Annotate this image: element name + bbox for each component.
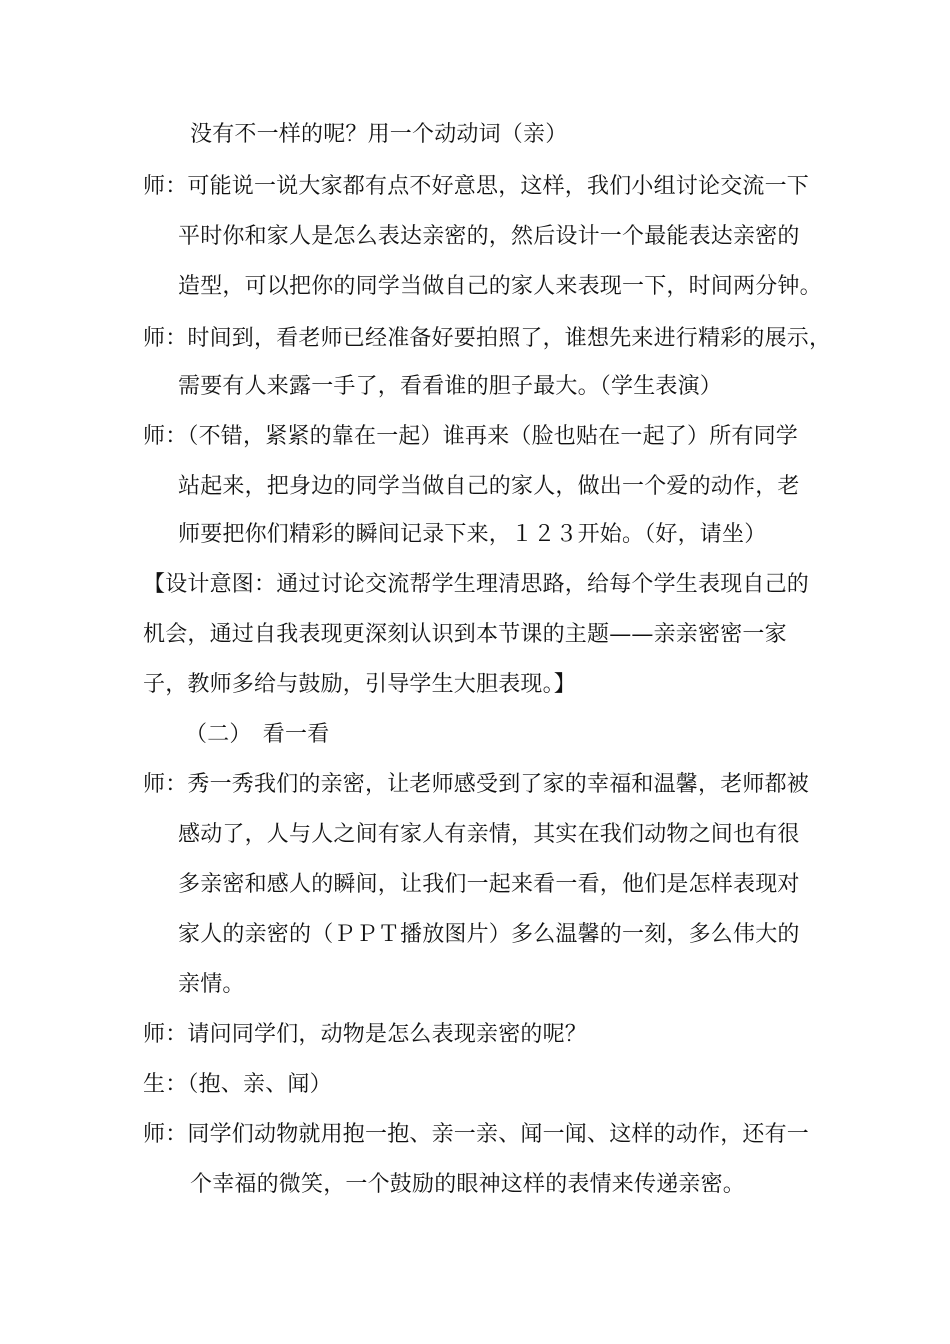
text-line: 造型，可以把你的同学当做自己的家人来表现一下，时间两分钟。: [178, 274, 822, 299]
text-line: 机会，通过自我表现更深刻认识到本节课的主题——亲亲密密一家: [143, 622, 787, 647]
text-line: 师要把你们精彩的瞬间记录下来，１２３开始。（好，请坐）: [178, 522, 767, 547]
text-line: 【设计意图：通过讨论交流帮学生理清思路，给每个学生表现自己的: [143, 572, 810, 597]
text-line: 亲情。: [178, 972, 245, 997]
text-line: 多亲密和感人的瞬间，让我们一起来看一看，他们是怎样表现对: [178, 872, 800, 897]
text-line: 感动了，人与人之间有家人有亲情，其实在我们动物之间也有很: [178, 822, 800, 847]
text-line: 师：同学们动物就用抱一抱、亲一亲、闻一闻、这样的动作，还有一: [143, 1122, 810, 1147]
text-line: 师：请问同学们，动物是怎么表现亲密的呢？: [143, 1022, 588, 1047]
text-line: 需要有人来露一手了，看看谁的胆子最大。（学生表演）: [178, 374, 723, 399]
text-line: 家人的亲密的（ＰＰＴ播放图片）多么温馨的一刻，多么伟大的: [178, 922, 800, 947]
text-line: 师：可能说一说大家都有点不好意思，这样，我们小组讨论交流一下: [143, 174, 810, 199]
section-heading: （二） 看一看: [185, 722, 330, 747]
text-line: 子，教师多给与鼓励，引导学生大胆表现。】: [143, 672, 577, 697]
text-line: 站起来，把身边的同学当做自己的家人，做出一个爱的动作，老: [178, 474, 800, 499]
text-line: 师：时间到，看老师已经准备好要拍照了，谁想先来进行精彩的展示，: [143, 326, 832, 351]
text-line: 师：秀一秀我们的亲密，让老师感受到了家的幸福和温馨，老师都被: [143, 772, 810, 797]
text-line: 平时你和家人是怎么表达亲密的，然后设计一个最能表达亲密的: [178, 224, 800, 249]
text-line: 师：（不错，紧紧的靠在一起）谁再来（脸也贴在一起了）所有同学: [143, 424, 799, 449]
text-line: 个幸福的微笑，一个鼓励的眼神这样的表情来传递亲密。: [190, 1172, 746, 1197]
text-line: 生：（抱、亲、闻）: [143, 1072, 332, 1097]
text-line: 没有不一样的呢？用一个动动词（亲）: [190, 122, 568, 147]
